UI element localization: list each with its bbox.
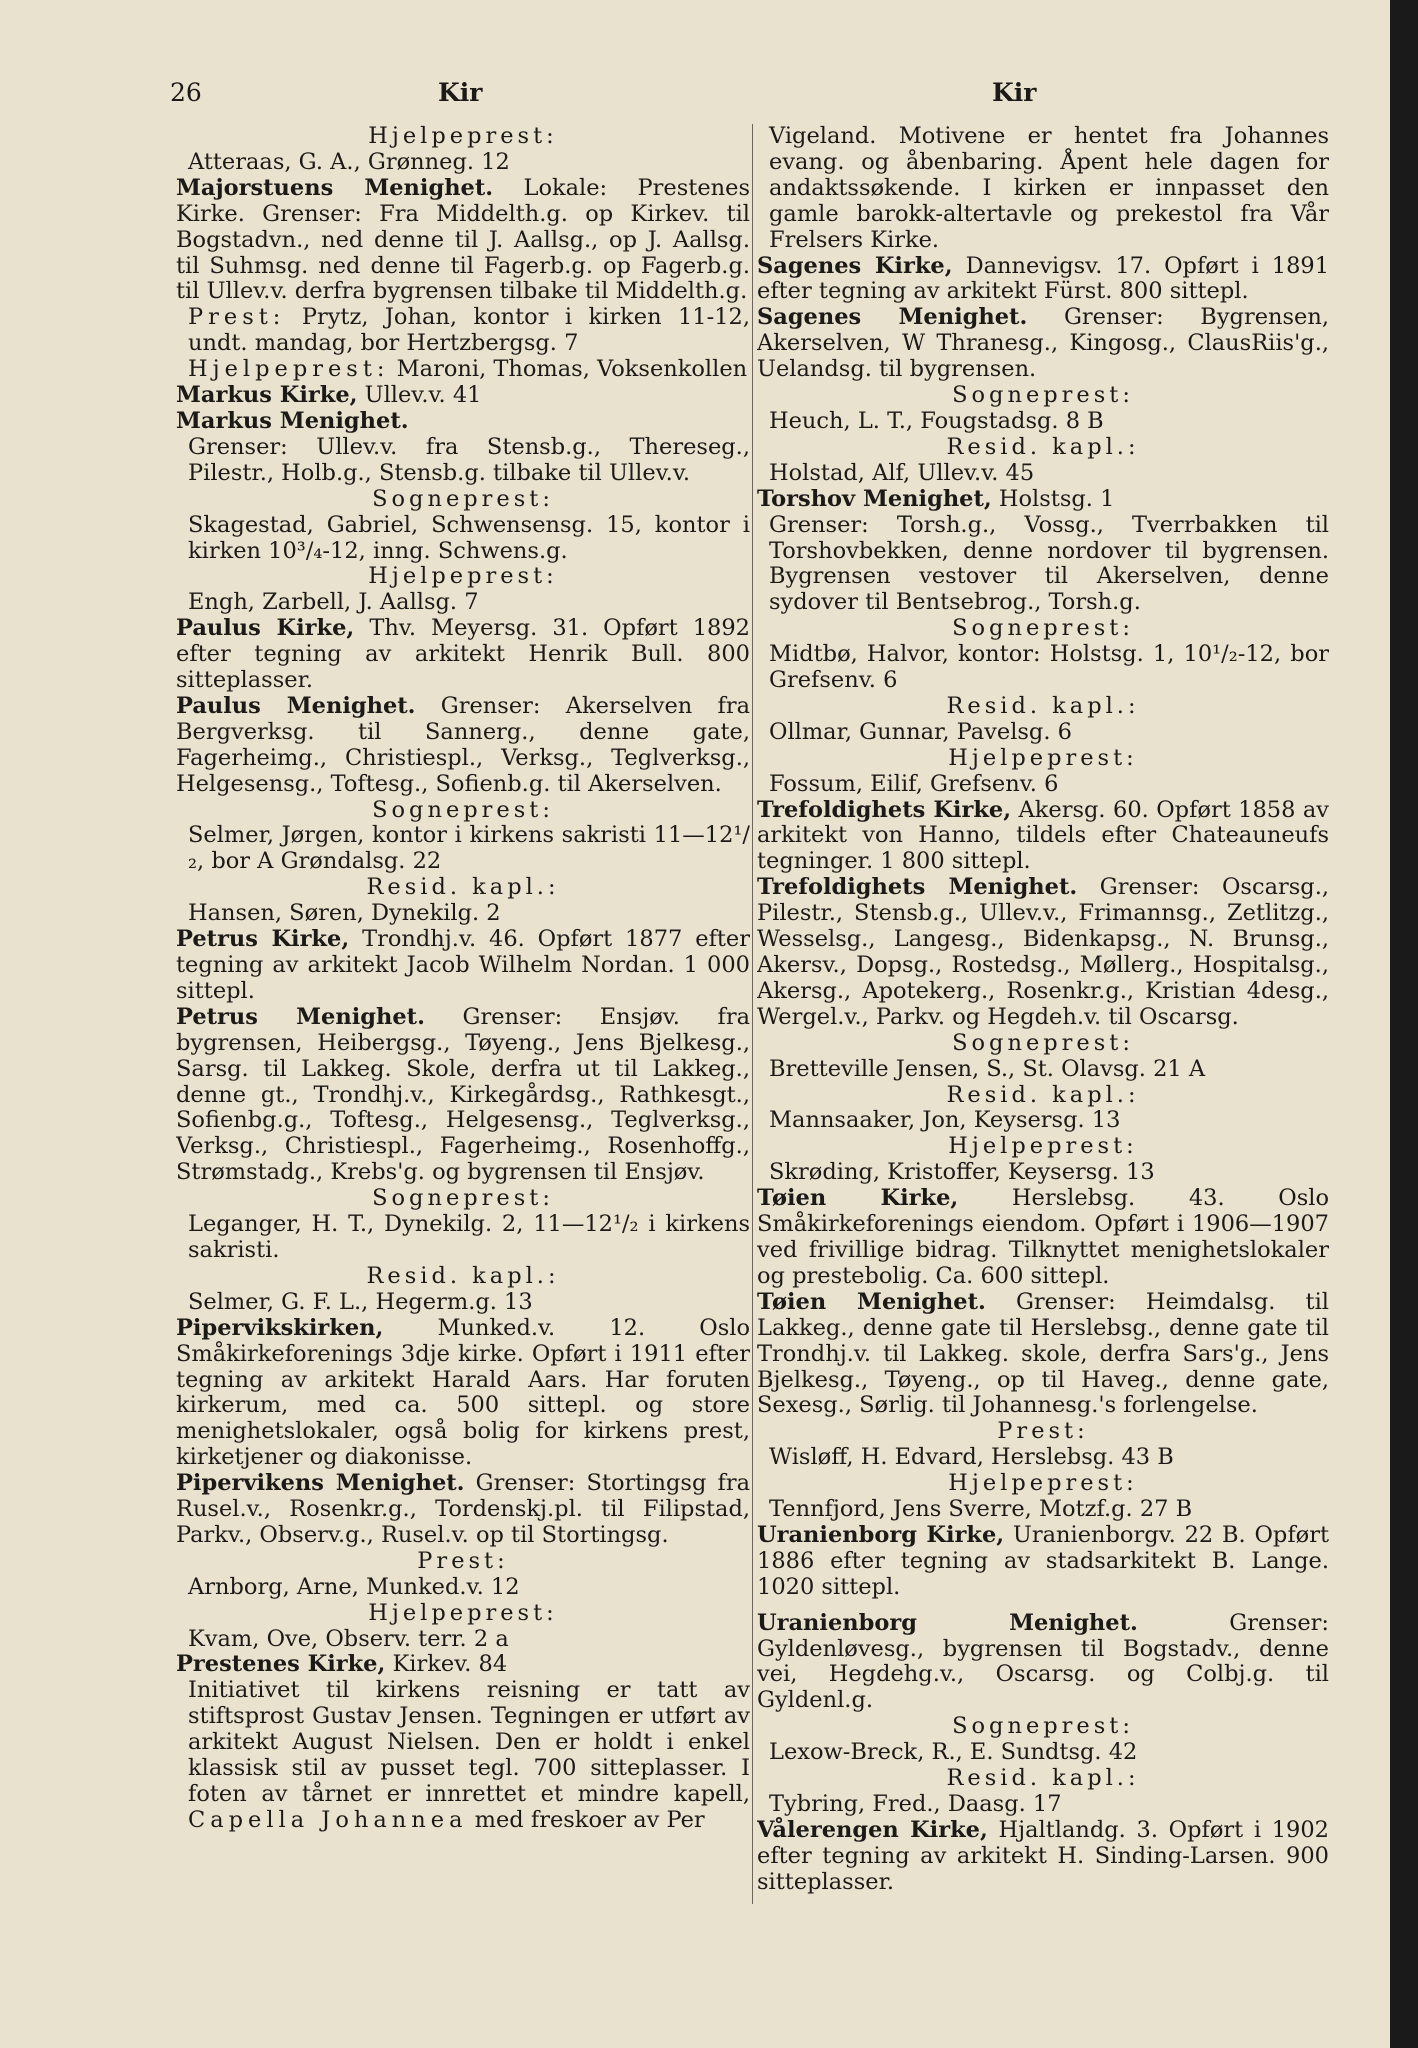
- entry-trefoldighets-menighet: [757, 875, 1329, 1030]
- right-column: [757, 124, 1329, 1924]
- role-heading: Prest:: [997, 1418, 1089, 1445]
- role-heading: Resid. kapl.:: [946, 692, 1140, 719]
- entry-line: Mannsaaker, Jon, Keysersg. 13: [769, 1107, 1121, 1134]
- entry-line: Engh, Zarbell, J. Aallsg. 7: [188, 589, 479, 616]
- entry-heading: Petrus Kirke,: [176, 926, 350, 953]
- role-heading: Resid. kapl.:: [366, 874, 560, 901]
- entry-heading: Petrus Menighet.: [176, 1003, 425, 1030]
- entry-text: Thv. Meyersg. 31. Opført 1892 efter tegning av arkitekt Henrik Bull. 800 sitteplasser.: [176, 615, 750, 694]
- entry-text: Prytz, Johan, kontor i kirken 11-12, undt. mandag, bor Hertzbergsg. 7: [188, 304, 750, 357]
- entry-line: [176, 357, 750, 383]
- running-header: [170, 78, 1300, 118]
- entry-heading: Torshov Menighet,: [757, 485, 992, 512]
- entry-line: Selmer, G. F. L., Hegerm.g. 13: [188, 1288, 533, 1315]
- role-heading: Prest:: [417, 1547, 509, 1574]
- entry-text: Grenser: Oscarsg., Pilestr., Stensb.g., Ullev.v., Frimannsg., Zetlitzg., Wesselsg., Langesg., Bidenkapsg., N. Brunsg., Akersv., Dopsg., Rostedsg., Møllerg., Hospitalsg., Akersg., Apotekerg., Rosenkr.g., Kristian 4desg., Wergel.v., Parkv. og Hegdeh.v. til Oscarsg.: [757, 874, 1329, 1030]
- entry-heading: Markus Kirke,: [176, 382, 358, 409]
- entry-sagenes-kirke: [757, 254, 1329, 306]
- entry-heading: Markus Menighet.: [176, 407, 409, 434]
- entry-text: Hjaltlandg. 3. Opført i 1902 efter tegning av arkitekt H. Sinding-Larsen. 900 sitteplasser.: [757, 1816, 1329, 1895]
- entry-line: Tennfjord, Jens Sverre, Motzf.g. 27 B: [769, 1496, 1193, 1523]
- entry-valerengen-kirke: [757, 1818, 1329, 1896]
- role-label: Hjelpeprest:: [188, 356, 390, 383]
- role-heading: Sogneprest:: [952, 1713, 1134, 1740]
- entry-line: Tybring, Fred., Daasg. 17: [769, 1791, 1062, 1817]
- entry-heading: Tøien Menighet.: [757, 1288, 986, 1315]
- entry-paulus-kirke: [176, 616, 750, 694]
- entry-line: Arnborg, Arne, Munked.v. 12: [188, 1573, 520, 1600]
- entry-line: Lexow-Breck, R., E. Sundtsg. 42: [769, 1739, 1138, 1766]
- entry-petrus-kirke: [176, 927, 750, 1005]
- entry-line: Kvam, Ove, Observ. terr. 2 a: [188, 1625, 509, 1652]
- entry-text: Dannevigsv. 17. Opført i 1891 efter tegning av arkitekt Fürst. 800 sittepl.: [757, 252, 1329, 305]
- entry-markus-kirke: [176, 383, 750, 409]
- role-heading: Resid. kapl.:: [946, 1765, 1140, 1792]
- role-heading: Resid. kapl.:: [366, 1262, 560, 1289]
- role-heading: Sogneprest:: [372, 1185, 554, 1212]
- left-column: [176, 124, 750, 1924]
- entry-paragraph: Vigeland. Motivene er hentet fra Johannes evang. og åbenbaring. Åpent hele dagen for andaktssøkende. I kirken er innpasset den gamle barokk-altertavle og prekestol fra Vår Frelsers Kirke.: [769, 124, 1329, 253]
- entry-uranienborg-kirke: [757, 1523, 1329, 1601]
- right-running-head: Kir: [992, 78, 1037, 107]
- entry-line: Selmer, Jørgen, kontor i kirkens sakristi 11—12¹/₂, bor A Grøndalsg. 22: [188, 822, 750, 875]
- role-label: Prest:: [188, 304, 286, 331]
- role-heading: Resid. kapl.:: [946, 1081, 1140, 1108]
- role-heading: Sogneprest:: [372, 796, 554, 823]
- entry-line: Bretteville Jensen, S., St. Olavsg. 21 A: [769, 1055, 1206, 1082]
- page-number: 26: [170, 78, 202, 107]
- role-heading: Sogneprest:: [372, 485, 554, 512]
- entry-line: Wisløff, H. Edvard, Herslebsg. 43 B: [769, 1444, 1174, 1471]
- entry-line: Holstad, Alf, Ullev.v. 45: [769, 459, 1035, 486]
- entry-heading: Tøien Kirke,: [757, 1185, 959, 1212]
- entry-heading: Uranienborg Kirke,: [757, 1521, 1005, 1548]
- entry-text: Lokale: Prestenes Kirke. Grenser: Fra Middelth.g. op Kirkev. til Bogstadvn., ned denne til J. Aallsg., op J. Aallsg. til Suhmsg. ned denne til Fagerb.g. op Fagerb.g. til Ullev.v. derfra bygrensen tilbake til Middelth.g.: [176, 174, 750, 305]
- entry-heading: Sagenes Menighet.: [757, 304, 1028, 331]
- role-heading: Resid. kapl.:: [946, 433, 1140, 460]
- role-heading: Hjelpeprest:: [948, 1470, 1138, 1497]
- entry-text: Grenser: Bygrensen, Akerselven, W Thranesg., Kingosg., ClausRiis'g., Uelandsg. til bygrensen.: [757, 304, 1329, 383]
- entry-prestenes-kirke: [176, 1652, 750, 1678]
- entry-text: med freskoer av Per: [474, 1806, 705, 1833]
- role-heading: Hjelpeprest:: [368, 563, 558, 590]
- entry-text: Holstsg. 1: [998, 485, 1115, 512]
- entry-text: Grenser: Ullev.v. fra Stensb.g., Thereseg., Pilestr., Holb.g., Stensb.g. tilbake til Ullev.v.: [188, 433, 750, 486]
- entry-heading: Paulus Menighet.: [176, 692, 416, 719]
- entry-line: Atteraas, G. A., Grønneg. 12: [188, 148, 510, 175]
- role-heading: Sogneprest:: [952, 382, 1134, 409]
- role-heading: Hjelpeprest:: [368, 124, 558, 149]
- entry-line: Fossum, Eilif, Grefsenv. 6: [769, 770, 1059, 797]
- entry-trefoldighets-kirke: [757, 798, 1329, 876]
- entry-toien-kirke: [757, 1186, 1329, 1290]
- entry-toien-menighet: [757, 1290, 1329, 1420]
- entry-text: Ullev.v. 41: [364, 382, 482, 409]
- entry-heading: Pipervikens Menighet.: [176, 1470, 465, 1497]
- entry-text: Trondhj.v. 46. Opført 1877 efter tegning av arkitekt Jacob Wilhelm Nordan. 1 000 sittepl.: [176, 926, 750, 1004]
- entry-line: Skrøding, Kristoffer, Keysersg. 13: [769, 1159, 1155, 1186]
- entry-torshov-menighet: [757, 487, 1329, 513]
- entry-heading: Majorstuens Menighet.: [176, 174, 494, 201]
- entry-petrus-menighet: [176, 1005, 750, 1186]
- entry-paragraph: [176, 1678, 750, 1833]
- entry-text: Maroni, Thomas, Voksenkollen: [396, 356, 748, 383]
- entry-text: Grenser: Heimdalsg. til Lakkeg., denne gate til Herslebsg., denne gate til Trondhj.v. til Lakkeg. skole, derfra Sars'g., Jens Bjelkesg., Tøyeng., op til Haveg., denne gate, Sexesg., Sørlig. til Johannesg.'s forlengelse.: [757, 1288, 1329, 1419]
- entry-line: Ollmar, Gunnar, Pavelsg. 6: [769, 718, 1072, 745]
- entry-text: Initiativet til kirkens reisning er tatt av stiftsprost Gustav Jensen. Tegningen er utført av arkitekt August Nielsen. Den er holdt i enkel klassisk stil av pusset tegl. 700 sitteplasser. I foten av tårnet er innrettet et mindre kapell,: [188, 1677, 750, 1807]
- entry-paulus-menighet: [176, 694, 750, 798]
- entry-line: [176, 305, 750, 357]
- entry-text: Kirkev. 84: [392, 1651, 508, 1678]
- entry-heading: Vålerengen Kirke,: [757, 1816, 988, 1843]
- entry-heading: Paulus Kirke,: [176, 615, 355, 642]
- entry-pipervikskirken: [176, 1316, 750, 1471]
- role-heading: Sogneprest:: [952, 615, 1134, 642]
- entry-heading: Trefoldighets Kirke,: [757, 796, 1012, 823]
- role-heading: Hjelpeprest:: [368, 1599, 558, 1626]
- role-heading: Hjelpeprest:: [948, 744, 1138, 771]
- entry-sagenes-menighet: [757, 305, 1329, 383]
- entry-line: Leganger, H. T., Dynekilg. 2, 11—12¹/₂ i kirkens sakristi.: [188, 1211, 750, 1263]
- entry-line: Hansen, Søren, Dynekilg. 2: [188, 900, 501, 927]
- entry-heading: Sagenes Kirke,: [757, 252, 953, 279]
- entry-line: Midtbø, Halvor, kontor: Holstsg. 1, 10¹/₂-12, bor Grefsenv. 6: [769, 641, 1329, 694]
- entry-line: Skagestad, Gabriel, Schwensensg. 15, kontor i kirken 10³/₄-12, inng. Schwens.g.: [188, 511, 750, 564]
- entry-heading: Pipervikskirken,: [176, 1314, 384, 1341]
- entry-markus-menighet: [176, 409, 750, 487]
- entry-uranienborg-menighet: [757, 1611, 1329, 1715]
- entry-text: Herslebsg. 43. Oslo Småkirkeforenings eiendom. Opført i 1906—1907 ved frivillige bidrag. Tilknyttet menighetslokaler og prestebolig. Ca. 600 sittepl.: [757, 1185, 1329, 1289]
- entry-text: Grenser: Akerselven fra Bergverksg. til Sannerg., denne gate, Fagerheimg., Christiespl., Verksg., Teglverksg., Helgesensg., Toftesg., Sofienb.g. til Akerselven.: [176, 692, 750, 797]
- entry-text: Grenser: Gyldenløvesg., bygrensen til Bogstadv., denne vei, Hegdehg.v., Oscarsg. og Colbj.g. til Gyldenl.g.: [757, 1609, 1329, 1714]
- entry-line: Heuch, L. T., Fougstadsg. 8 B: [769, 407, 1104, 434]
- left-running-head: Kir: [438, 78, 483, 107]
- entry-text: Grenser: Stortingsg fra Rusel.v., Rosenkr.g., Tordenskj.pl. til Filipstad, Parkv., Observ.g., Rusel.v. op til Stortingsg.: [176, 1470, 750, 1548]
- column-divider: [752, 124, 753, 1904]
- entry-pipervikens-menighet: [176, 1471, 750, 1549]
- entry-text: Munked.v. 12. Oslo Småkirkeforenings 3dje kirke. Opført i 1911 efter tegning av arkitekt Harald Aars. Har foruten kirkerum, med ca. 500 sittepl. og store menighetslokaler, også bolig for kirkens prest, kirketjener og diakonisse.: [176, 1314, 750, 1471]
- entry-text: Uranienborgv. 22 B. Opført 1886 efter tegning av stadsarkitekt B. Lange. 1020 sittepl.: [757, 1521, 1329, 1600]
- entry-text: Grenser: Ensjøv. fra bygrensen, Heibergsg., Tøyeng., Jens Bjelkesg., Sarsg. til Lakkeg. Skole, derfra ut til Lakkeg., denne gt., Trondhj.v., Kirkegårdsg., Rathkesgt., Sofienbg.g., Toftesg., Helgesensg., Teglverksg., Verksg., Christiespl., Fagerheimg., Rosenhoffg., Strømstadg., Krebs'g. og bygrensen til Ensjøv.: [176, 1003, 750, 1186]
- entry-text: Akersg. 60. Opført 1858 av arkitekt von Hanno, tildels efter Chateauneufs tegninger. 1 800 sittepl.: [757, 796, 1329, 875]
- entry-heading: Prestenes Kirke,: [176, 1651, 386, 1678]
- entry-heading: Trefoldighets Menighet.: [757, 874, 1078, 901]
- entry-paragraph: Grenser: Torsh.g., Vossg., Tverrbakken til Torshovbekken, denne nordover til bygrensen. Bygrensen vestover til Akerselven, denne sydover til Bentsebrog., Torsh.g.: [769, 511, 1329, 616]
- role-heading: Hjelpeprest:: [948, 1133, 1138, 1160]
- entry-heading: Uranienborg Menighet.: [757, 1609, 1138, 1636]
- chapel-name: Capella Johannea: [188, 1806, 468, 1833]
- role-heading: Sogneprest:: [952, 1029, 1134, 1056]
- entry-majorstuens-menighet: [176, 176, 750, 306]
